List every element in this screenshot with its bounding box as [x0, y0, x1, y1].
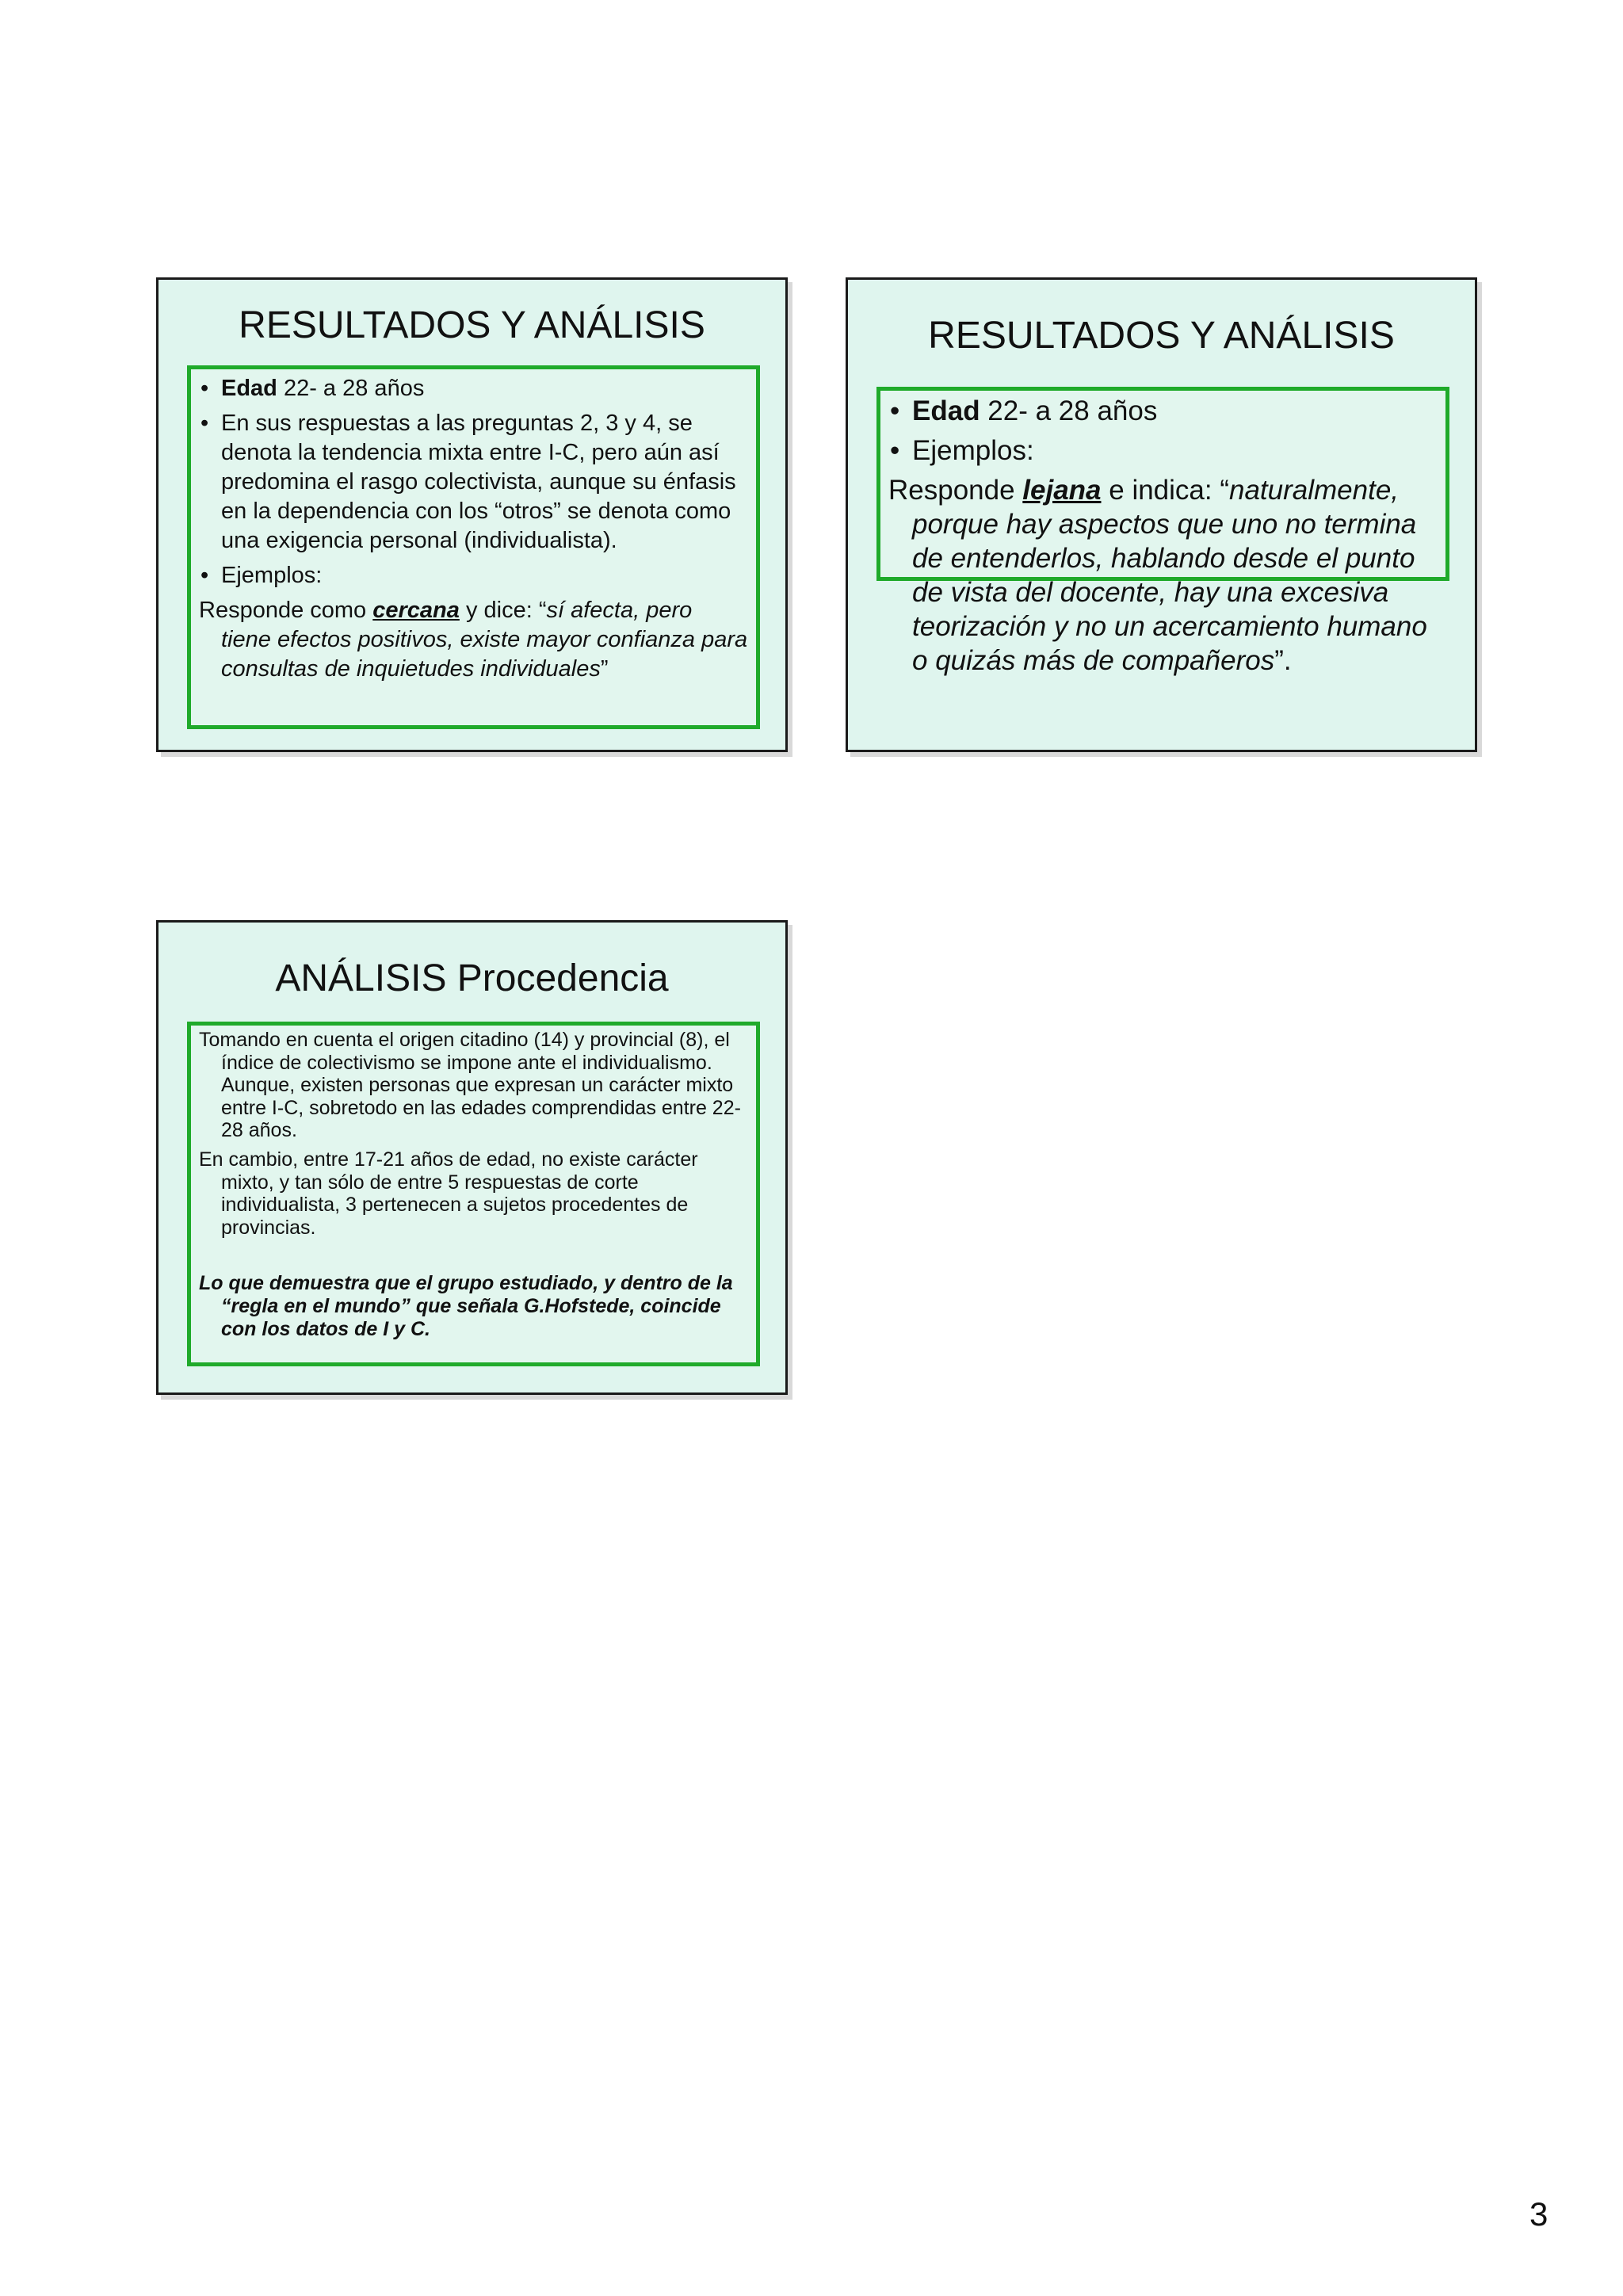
slide-2	[846, 277, 1477, 752]
slide-title: RESULTADOS Y ANÁLISIS	[239, 304, 705, 346]
bullet-text: 22- a 28 años	[980, 395, 1158, 426]
bullet-item	[199, 374, 748, 403]
slide-title: RESULTADOS Y ANÁLISIS	[928, 315, 1395, 357]
bullet-item: • En sus respuestas a las preguntas 2, 3 y 4, se denota la tendencia mixta entre I-C, pero aún así predomina el rasgo colectivista, aunque su énfasis en la dependencia con los “otros” se denota como una exigencia personal (individualista).	[199, 409, 748, 556]
slide-1	[156, 277, 788, 752]
bullet-item: • Ejemplos:	[888, 434, 1438, 468]
quote-end: ”.	[1274, 645, 1292, 676]
quote-mid: y dice: “	[459, 598, 547, 623]
response-type: cercana	[372, 598, 460, 623]
quote-paragraph	[888, 473, 1438, 678]
quote-mid: e indica: “	[1101, 475, 1229, 506]
bold-label: Edad	[221, 376, 277, 401]
quote-text: naturalmente, porque hay aspectos que uno no termina de entenderlos, hablando desde el punto de vista del docente, hay una excesiva teorización y no un acercamiento humano o quizás más de compañeros	[912, 475, 1427, 676]
quote-text: sí afecta, pero tiene efectos positivos, existe mayor confianza para consultas de inquietudes individuales	[221, 598, 748, 682]
bullet-item: • Ejemplos:	[199, 561, 748, 590]
slide-3	[156, 920, 788, 1395]
quote-lead: Responde como	[199, 598, 373, 623]
content-box	[187, 365, 760, 729]
quote-end: ”	[600, 656, 609, 682]
analysis-paragraph: Tomando en cuenta el origen citadino (14) y provincial (8), el índice de colectivismo se impone ante el individualismo. Aunque, existen personas que expresan un carácter mixto entre I-C, sobretodo en las edades comprendidas entre 22-28 años.	[199, 1029, 741, 1142]
page-number: 3	[1529, 2195, 1549, 2233]
content-box	[876, 387, 1449, 676]
slide-title: ANÁLISIS Procedencia	[275, 957, 669, 999]
bullet-text: 22- a 28 años	[277, 376, 425, 401]
quote-paragraph	[199, 596, 748, 684]
quote-lead: Responde	[888, 475, 1023, 506]
analysis-paragraph: En cambio, entre 17-21 años de edad, no existe carácter mixto, y tan sólo de entre 5 respuestas de corte individualista, 3 pertenecen a sujetos procedentes de provincias.	[199, 1148, 698, 1239]
content-box	[187, 1022, 760, 1366]
conclusion-paragraph: Lo que demuestra que el grupo estudiado, y dentro de la “regla en el mundo” que señala G.Hofstede, coincide con los datos de I y C.	[199, 1272, 733, 1340]
response-type: lejana	[1022, 475, 1102, 506]
bullet-item	[888, 394, 1438, 428]
bold-label: Edad	[912, 395, 980, 426]
